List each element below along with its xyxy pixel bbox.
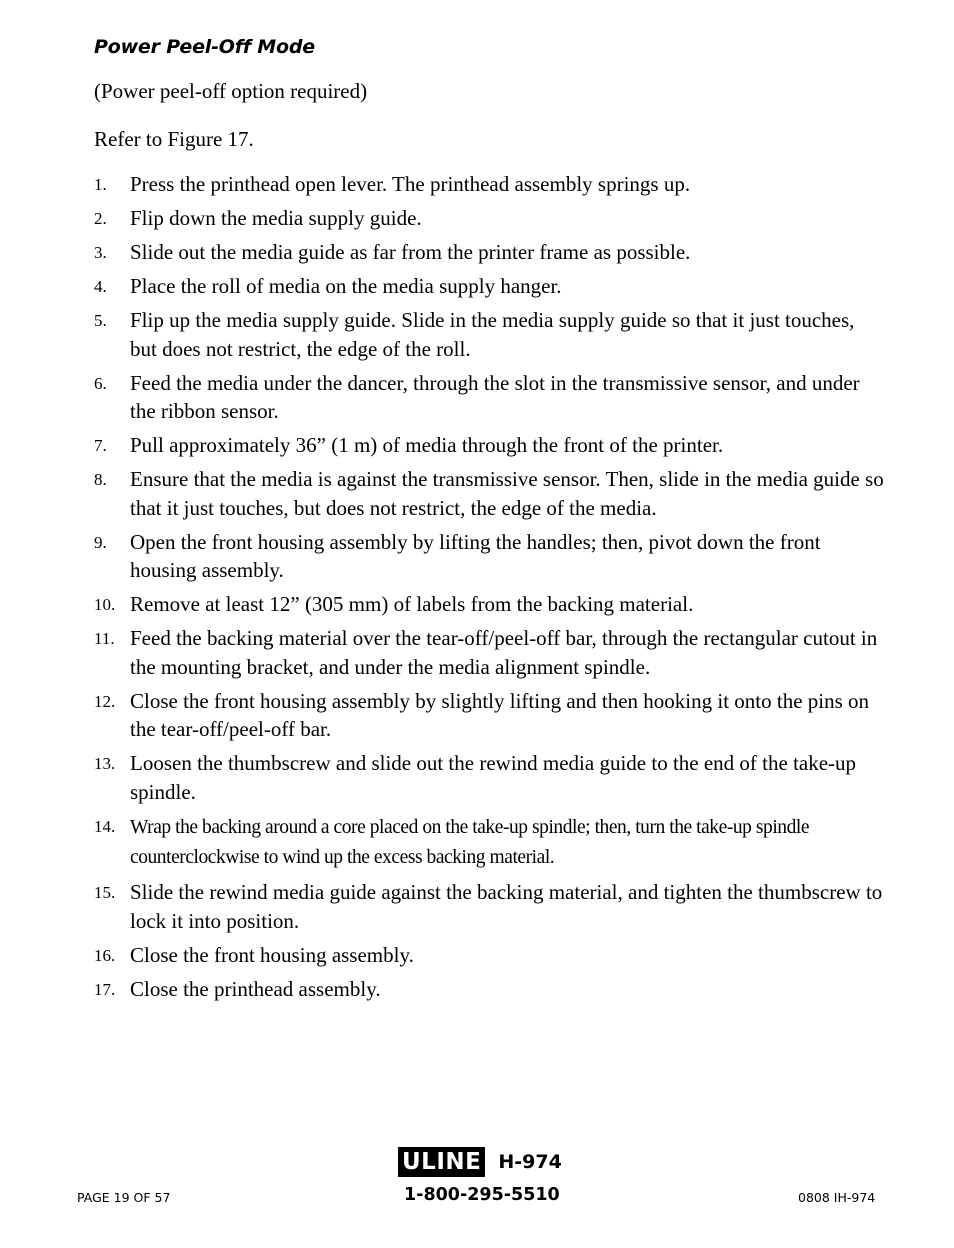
step-number: 13. — [94, 754, 116, 773]
step-number: 7. — [94, 436, 107, 455]
step-text: Flip up the media supply guide. Slide in the media supply guide so that it just touches, but does not restrict, the edge of the roll. — [130, 308, 855, 361]
step-text: Flip down the media supply guide. — [130, 206, 422, 230]
step-number: 11. — [94, 629, 115, 648]
list-item — [94, 590, 884, 619]
step-text: Feed the backing material over the tear-off/peel-off bar, through the rectangular cutout in the mounting bracket, and under the media alignment spindle. — [130, 626, 878, 679]
phone-number: 1-800-295-5510 — [404, 1185, 560, 1205]
step-text: Ensure that the media is against the transmissive sensor. Then, slide in the media guide so that it just touches, but does not restrict, the edge of the media. — [130, 467, 884, 520]
step-number: 3. — [94, 243, 107, 262]
step-number: 17. — [94, 979, 116, 999]
list-item — [94, 431, 884, 460]
list-item — [94, 528, 884, 585]
step-number: 6. — [94, 373, 107, 393]
list-item — [94, 749, 884, 806]
step-number: 2. — [94, 209, 107, 228]
step-text: Remove at least 12” (305 mm) of labels from the backing material. — [130, 592, 694, 616]
step-text: Close the front housing assembly by slightly lifting and then hooking it onto the pins on the tear-off/peel-off bar. — [130, 688, 870, 741]
list-item — [94, 204, 884, 233]
list-item — [94, 878, 884, 935]
uline-logo: ULINE — [398, 1147, 485, 1177]
step-number: 5. — [94, 311, 107, 330]
step-number: 14. — [94, 816, 116, 836]
step-text: Loosen the thumbscrew and slide out the rewind media guide to the end of the take-up spindle. — [130, 751, 857, 804]
list-item — [94, 465, 884, 522]
step-number: 16. — [94, 945, 116, 965]
list-item — [94, 975, 884, 1004]
step-number: 15. — [94, 883, 116, 902]
step-text: Slide out the media guide as far from the printer frame as possible. — [130, 240, 691, 264]
section-heading: Power Peel-Off Mode — [94, 36, 315, 58]
step-number: 4. — [94, 277, 107, 296]
list-item — [94, 238, 884, 267]
option-note: (Power peel-off option required) — [94, 79, 368, 103]
step-text: Open the front housing assembly by lifting the handles; then, pivot down the front housing assembly. — [130, 529, 821, 582]
step-text: Close the front housing assembly. — [130, 942, 414, 967]
step-text: Slide the rewind media guide against the backing material, and tighten the thumbscrew to lock it into position. — [130, 880, 883, 933]
step-number: 10. — [94, 595, 116, 614]
list-item — [94, 624, 884, 681]
list-item — [94, 687, 884, 744]
step-text: Close the printhead assembly. — [130, 976, 381, 1001]
step-number: 1. — [94, 175, 107, 194]
step-number: 8. — [94, 470, 107, 489]
figure-reference: Refer to Figure 17. — [94, 127, 254, 151]
step-text: Pull approximately 36” (1 m) of media through the front of the printer. — [130, 433, 724, 457]
footer-brand — [398, 1147, 562, 1177]
step-text: Place the roll of media on the media supply hanger. — [130, 274, 562, 298]
list-item — [94, 272, 884, 301]
steps-list — [94, 170, 884, 1009]
step-text: Press the printhead open lever. The printhead assembly springs up. — [130, 172, 691, 196]
step-text: Feed the media under the dancer, through the slot in the transmissive sensor, and under the ribbon sensor. — [130, 370, 860, 423]
step-number: 12. — [94, 691, 116, 711]
page-number: PAGE 19 OF 57 — [77, 1190, 171, 1205]
list-item — [94, 170, 884, 199]
list-item — [94, 306, 884, 363]
model-number: H-974 — [498, 1151, 562, 1173]
step-number: 9. — [94, 532, 107, 552]
list-item — [94, 812, 884, 873]
document-code: 0808 IH-974 — [798, 1190, 876, 1205]
step-text: Wrap the backing around a core placed on the take-up spindle; then, turn the take-up spindle counterclockwise to wind up the excess backing material. — [130, 816, 810, 868]
list-item — [94, 369, 884, 426]
list-item — [94, 941, 884, 970]
